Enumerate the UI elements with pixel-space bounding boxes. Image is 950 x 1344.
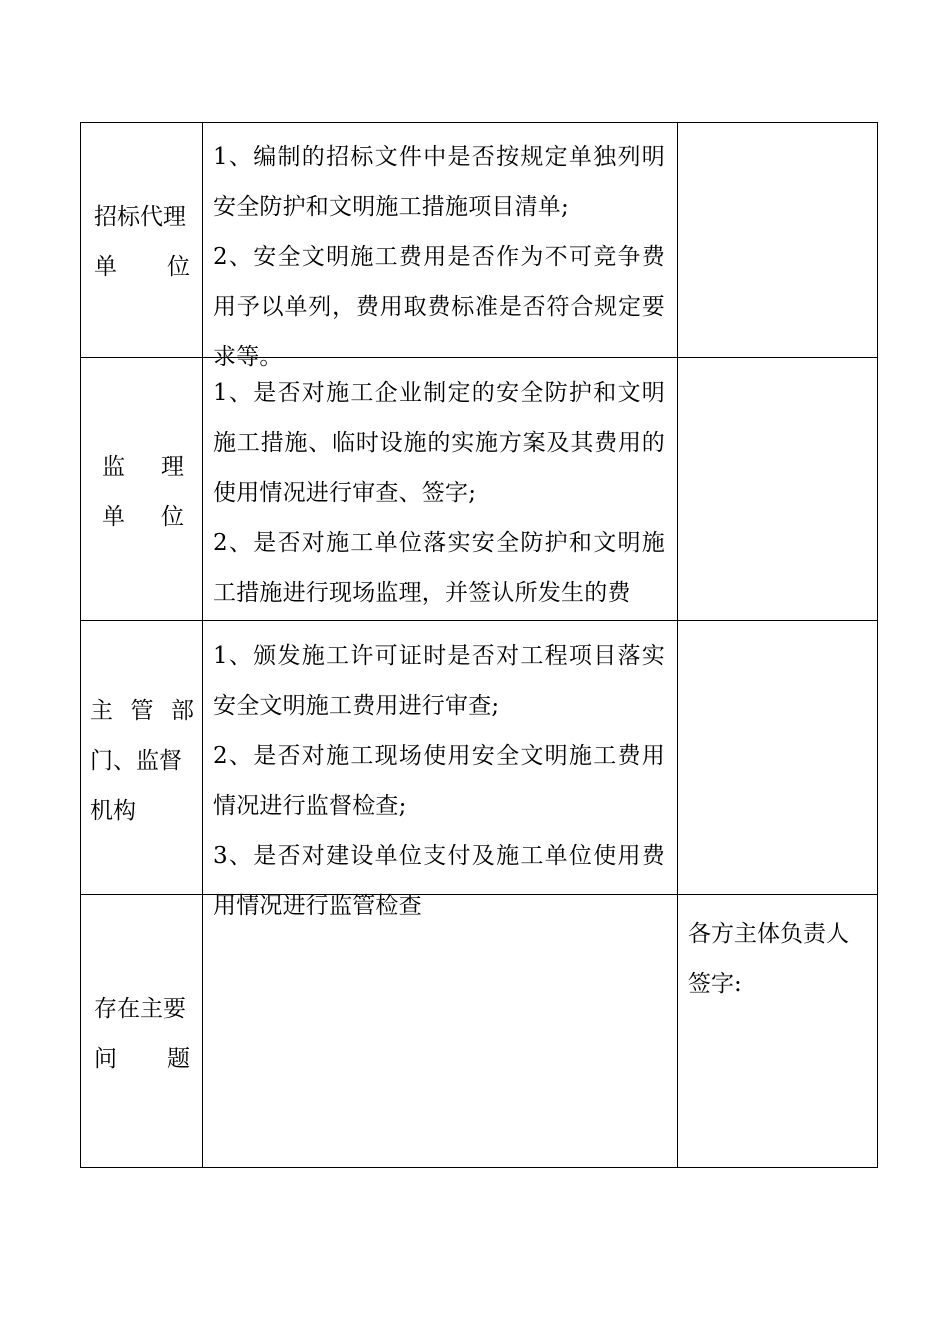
check-item: 2、是否对施工单位落实安全防护和文明施工措施进行现场监理，并签认所发生的费 [213, 530, 665, 606]
spread-label [94, 242, 190, 292]
label-segment: 题 [167, 1046, 190, 1072]
spread-label [102, 442, 184, 492]
row-content-authority [203, 621, 677, 919]
table-border-right [877, 122, 878, 1168]
check-item: 1、是否对施工企业制定的安全防护和文明施工措施、临时设施的实施方案及其费用的使用情况进行审查、签字; [213, 380, 665, 506]
label-segment: 位 [161, 504, 184, 530]
check-item: 2、安全文明施工费用是否作为不可竞争费用予以单列，费用取费标准是否符合规定要求等。 [213, 244, 665, 370]
row-content-bidding-agency [203, 122, 677, 370]
label-segment: 问 [94, 1046, 117, 1072]
label-segment: 位 [167, 254, 190, 280]
label-segment: 单 [102, 504, 125, 530]
row-content-supervision [203, 358, 677, 620]
check-item: 1、编制的招标文件中是否按规定单独列明安全防护和文明施工措施项目清单; [213, 144, 665, 220]
row-label-issues: 存在主要 问 题 [94, 984, 190, 1084]
inspection-table [80, 122, 878, 1168]
label-segment: 主 [90, 698, 113, 724]
label-segment: 理 [161, 454, 184, 480]
row-label-bidding-agency: 招标代理 单 位 [94, 192, 190, 292]
label-segment: 管 [130, 698, 154, 724]
label-segment: 部 [171, 698, 194, 724]
table-border-left [80, 122, 81, 1168]
spread-label [94, 1034, 190, 1084]
check-item: 1、颁发施工许可证时是否对工程项目落实安全文明施工费用进行审查; [213, 643, 665, 719]
row-label-authority: 主 管 部 门、监督 机构 [90, 686, 194, 836]
issues-field[interactable] [203, 895, 677, 1167]
spread-label [102, 492, 184, 542]
check-item: 3、是否对建设单位支付及施工单位使用费用情况进行监管检查 [213, 843, 665, 919]
row-label-supervision [102, 442, 184, 542]
signature-field[interactable]: 各方主体负责人 签字: [688, 921, 849, 997]
spread-label [90, 686, 194, 736]
label-segment: 单 [94, 254, 117, 280]
label-segment: 监 [102, 454, 125, 480]
table-border-bottom [80, 1167, 878, 1168]
check-item: 2、是否对施工现场使用安全文明施工费用情况进行监督检查; [213, 743, 665, 819]
